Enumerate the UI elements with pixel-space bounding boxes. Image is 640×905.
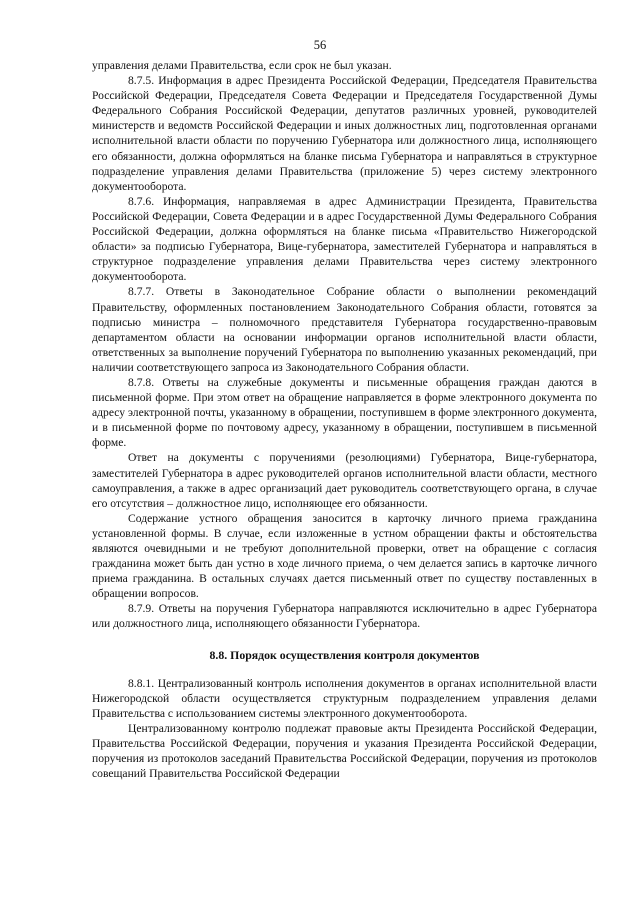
document-body <box>92 58 597 781</box>
paragraph-8-7-9: 8.7.9. Ответы на поручения Губернатора направляются исключительно в адрес Губернатора или должностного лица, исполняющего обязанности Губернатора. <box>92 602 597 631</box>
paragraph: Ответ на документы с поручениями (резолюциями) Губернатора, Вице-губернатора, заместителей Губернатора в адрес руководителей органов исполнительной власти области, местного самоуправления, а также в адрес организаций дает руководитель соответствующего органа, в случае его отсутствия – должностное лицо, исполняющее его обязанности. <box>92 451 597 510</box>
paragraph-8-7-5: 8.7.5. Информация в адрес Президента Российской Федерации, Председателя Правительства Российской Федерации, Председателя Совета Федерации и Председателя Государственной Думы Федерального Собрания Российской Федерации, депутатов различных уровней, руководителей министерств и ведомств Российской Федерации и иных должностных лиц, подготовленная органами исполнительной власти области по поручению Губернатора или должностного лица, исполняющего его обязанности, должна оформляться на бланке письма Губернатора и направляться в структурное подразделение управления делами Правительства (приложение 5) через систему электронного документооборота. <box>92 74 597 193</box>
paragraph: Централизованному контролю подлежат правовые акты Президента Российской Федерации, Правительства Российской Федерации, поручения и указания Президента Российской Федерации, поручения из протоколов заседаний Правительства Российской Федерации, поручения из протоколов совещаний Правительства Российской Федерации <box>92 721 597 781</box>
section-heading: 8.8. Порядок осуществления контроля документов <box>209 647 480 662</box>
paragraph-8-7-7: 8.7.7. Ответы в Законодательное Собрание области о выполнении рекомендаций Правительству, оформленных постановлением Законодательного Собрания области, готовятся за подписью министра – полномочного представителя Губернатора государственно-правовым департаментом области на основании информации органов исполнительной власти области, ответственных за выполнение поручений Губернатора по выполнению указанных рекомендаций, при наличии соответствующего запроса из Законодательного Собрания области. <box>92 285 597 374</box>
paragraph-8-7-6: 8.7.6. Информация, направляемая в адрес Администрации Президента, Правительства Российской Федерации, Совета Федерации и в адрес Государственной Думы Федерального Собрания Российской Федерации, должна оформляться на бланке письма «Правительство Нижегородской области» за подписью Губернатора, Вице-губернатора, заместителей Губернатора и направляться в структурное подразделение управления делами Правительства через систему электронного документооборота. <box>92 194 597 284</box>
paragraph: управления делами Правительства, если срок не был указан. <box>92 59 392 72</box>
paragraph: Содержание устного обращения заносится в карточку личного приема гражданина установленной формы. В случае, если изложенные в устном обращении факты и обстоятельства являются очевидными и не требуют дополнительной проверки, ответ на обращение с согласия гражданина может быть дан устно в ходе личного приема, о чем делается запись в карточке личного приема гражданина. В остальных случаях дается письменный ответ по существу поставленных в обращении вопросов. <box>92 511 597 601</box>
paragraph-8-8-1: 8.8.1. Централизованный контроль исполнения документов в органах исполнительной власти Нижегородской области осуществляется структурным подразделением управления делами Правительства с использованием системы электронного документооборота. <box>92 676 597 720</box>
page-number: 56 <box>313 38 327 52</box>
paragraph-8-7-8: 8.7.8. Ответы на служебные документы и письменные обращения граждан даются в письменной форме. При этом ответ на обращение направляется в форме электронного документа по адресу электронной почты, указанному в обращении, поступившем в форме электронного документа, и в письменной форме по почтовому адресу, указанному в обращении, поступившем в письменной форме. <box>92 375 597 450</box>
